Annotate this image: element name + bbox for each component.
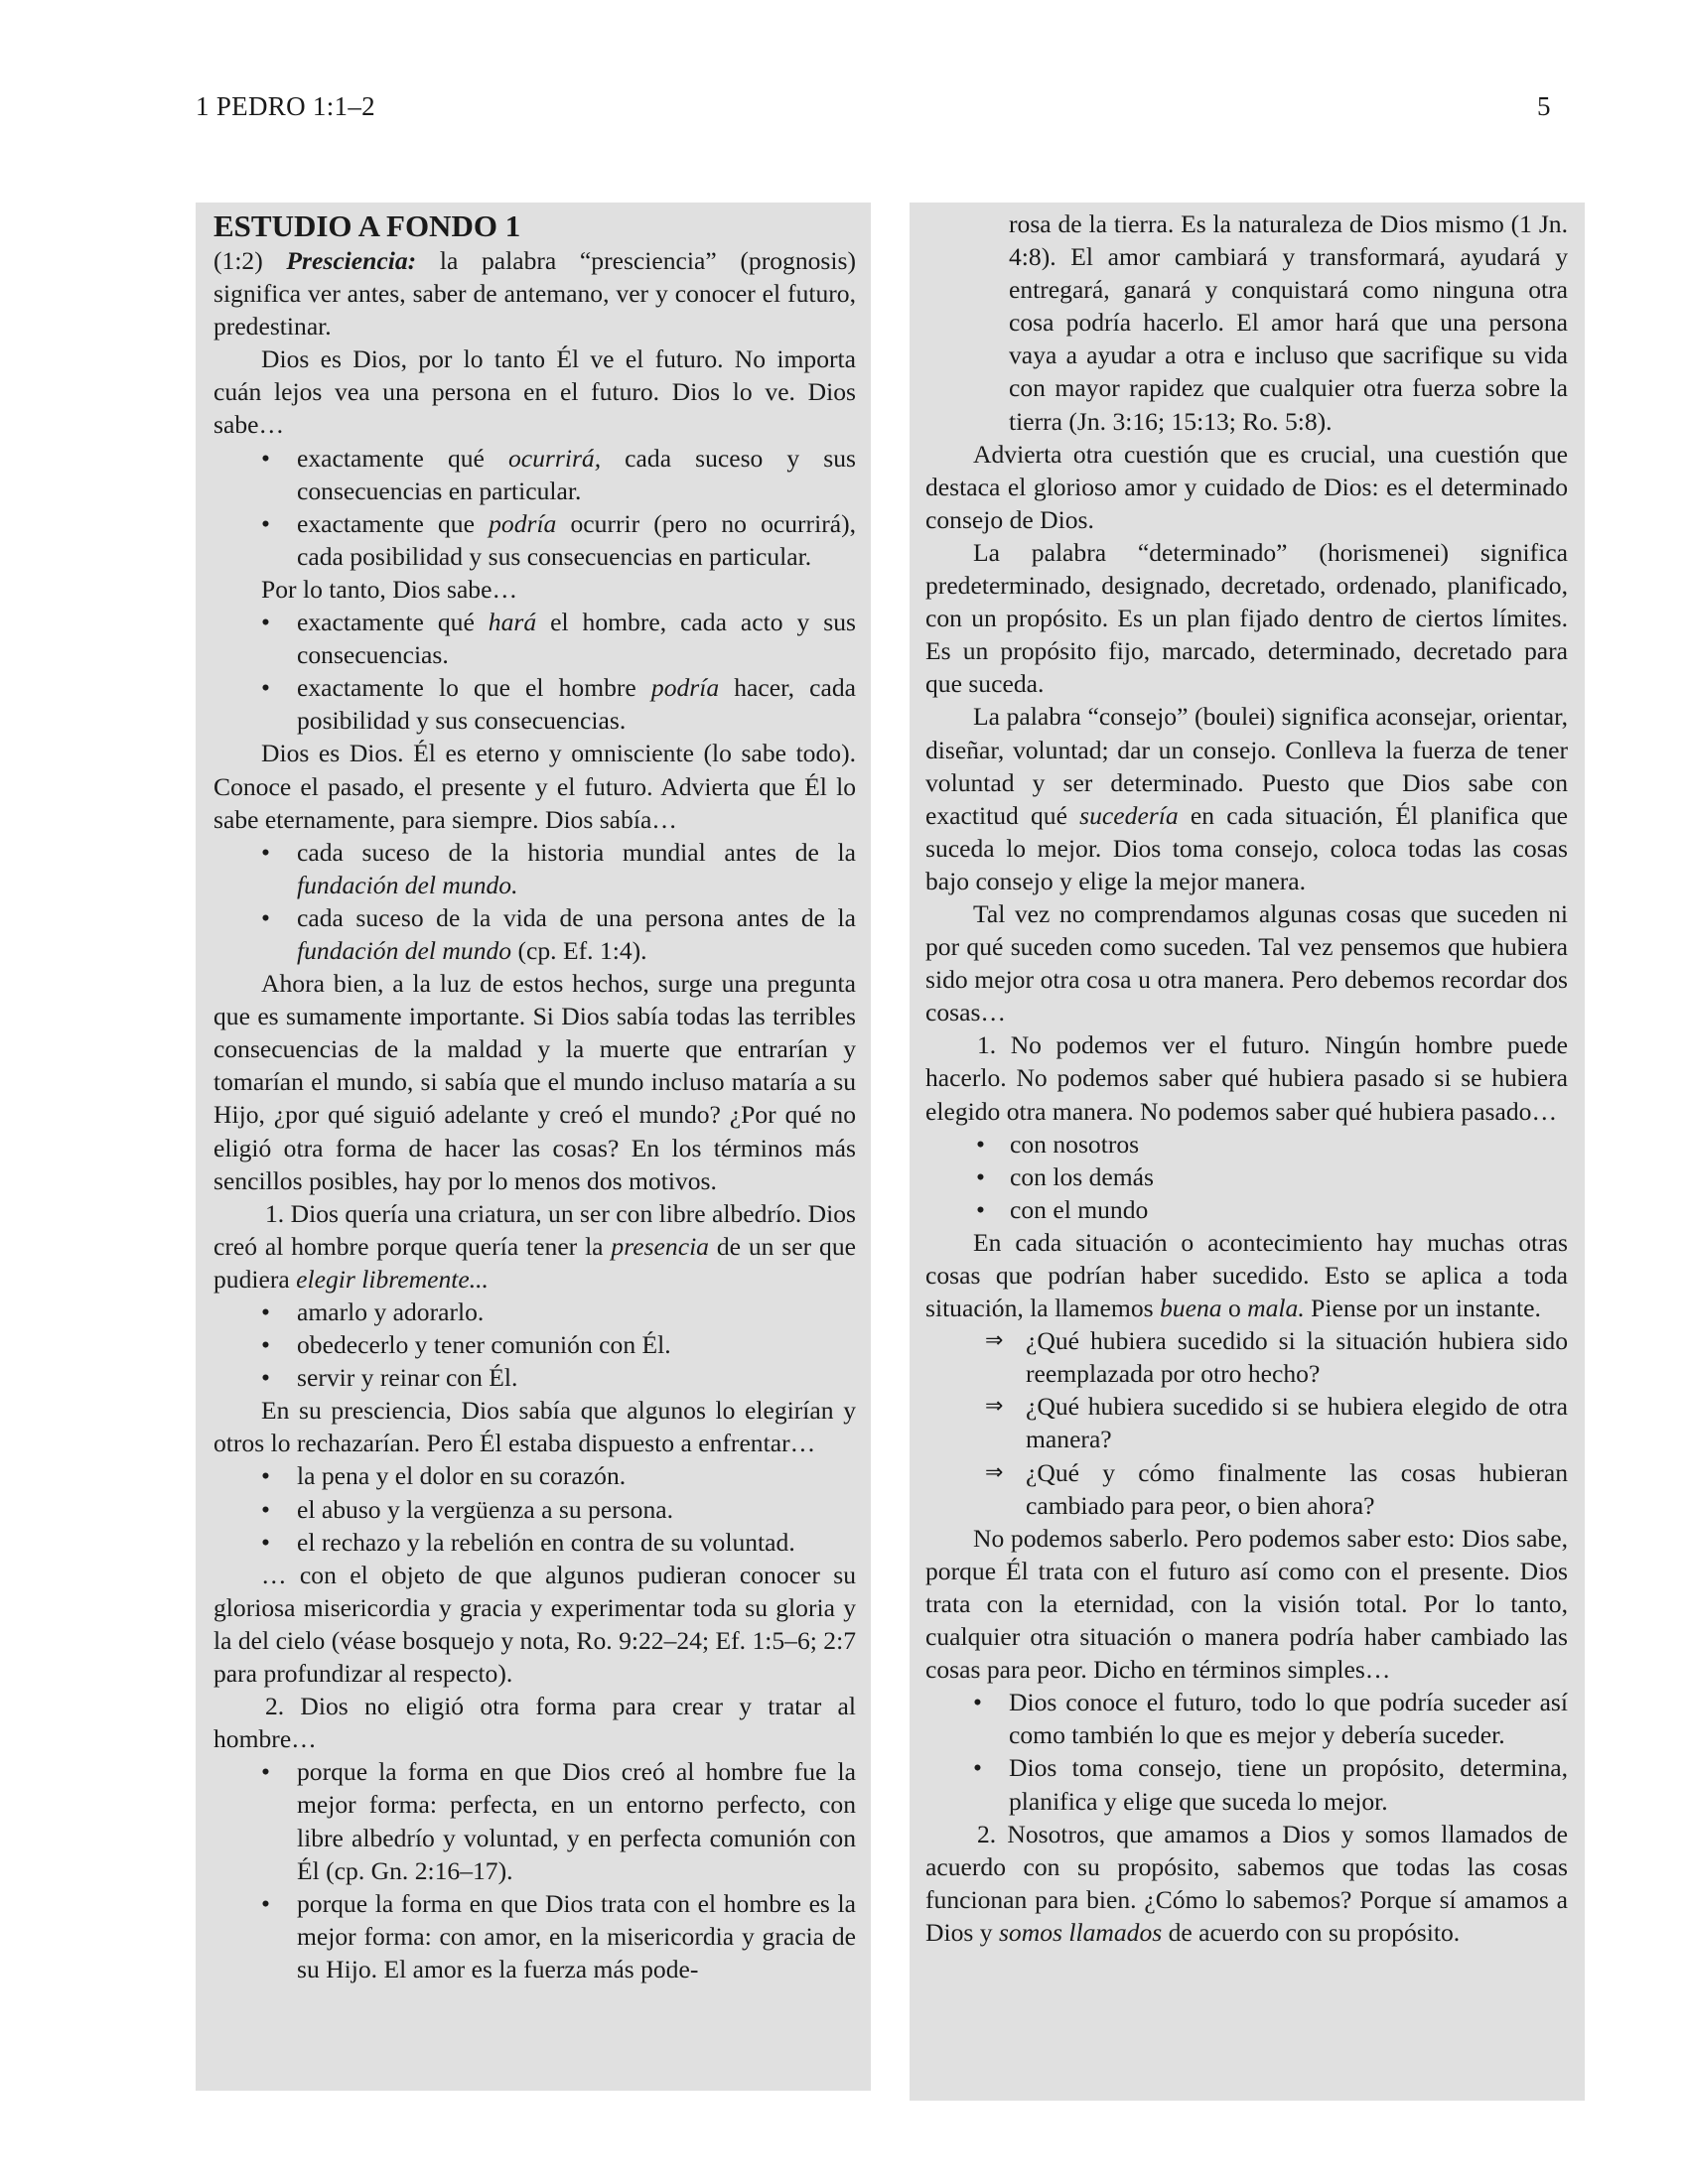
bullet-icon: • — [261, 1494, 270, 1524]
bullet-icon: • — [976, 1161, 985, 1191]
study-heading: ESTUDIO A FONDO 1 — [213, 208, 521, 243]
bullet-icon: • — [261, 673, 270, 703]
list-item: • amarlo y adorarlo. — [213, 1296, 856, 1328]
numbered-point: 2. Dios no eligió otra forma para crear y tratar al hombre… — [213, 1692, 856, 1754]
list-item: • con nosotros — [925, 1128, 1568, 1160]
list-item: • Dios toma consejo, tiene un propósito, determina, planifica y elige que suceda lo mejor. — [973, 1753, 1568, 1816]
study-box-left-column — [196, 203, 871, 2091]
list-item: • porque la forma en que Dios creó al hombre fue la mejor forma: perfecta, en un entorno perfecto, con libre albedrío y voluntad, y en perfecta comunión con Él (cp. Gn. 2:16–17). — [261, 1757, 856, 1885]
paragraph: En su presciencia, Dios sabía que algunos lo elegirían y otros lo rechazarían. Pero Él estaba dispuesto a enfrentar… — [213, 1396, 856, 1458]
numbered-point: 1. No podemos ver el futuro. Ningún hombre puede hacerlo. No podemos saber qué hubiera pasado si se hubiera elegido otra manera. No podemos saber qué hubiera pasado… — [925, 1030, 1568, 1126]
list-item: • servir y reinar con Él. — [213, 1361, 856, 1394]
bullet-icon: • — [261, 608, 270, 637]
list-item: • exactamente qué ocurrirá, cada suceso y sus consecuencias en particular. — [261, 443, 856, 505]
double-arrow-icon: ⇒ — [985, 1328, 1004, 1354]
list-item: • el abuso y la vergüenza a su persona. — [213, 1493, 856, 1526]
list-item: • exactamente qué hará el hombre, cada acto y sus consecuencias. — [261, 608, 856, 670]
list-item: • Dios conoce el futuro, todo lo que podría suceder así como también lo que es mejor y debería suceder. — [973, 1688, 1568, 1750]
paragraph: No podemos saberlo. Pero podemos saber esto: Dios sabe, porque Él trata con el futuro así como con el presente. Dios trata con la eternidad, con la visión total. Por lo tanto, cualquier otra situación o manera podría haber cambiado las cosas para peor. Dicho en términos simples… — [925, 1523, 1568, 1685]
numbered-point: 1. Dios quería una criatura, un ser con libre albedrío. Dios creó al hombre porque quería tener la presencia de un ser que pudiera elegir libremente... — [213, 1198, 857, 1294]
paragraph: La palabra “consejo” (boulei) significa aconsejar, orientar, diseñar, voluntad; dar un consejo. Conlleva la fuerza de tener voluntad y ser determinado. Puesto que Dios sabe con exactitud qué sucedería en cada situación, Él planifica que suceda lo mejor. Dios toma consejo, coloca todas las cosas bajo consejo y elige la mejor manera. — [925, 702, 1568, 895]
bullet-icon: • — [261, 902, 270, 932]
list-item: • exactamente lo que el hombre podría hacer, cada posibilidad y sus consecuencias. — [261, 673, 856, 736]
bullet-icon: • — [261, 443, 270, 473]
double-arrow-icon: ⇒ — [985, 1459, 1004, 1485]
bullet-icon: • — [261, 508, 270, 538]
numbered-point: 2. Nosotros, que amamos a Dios y somos llamados de acuerdo con su propósito, sabemos que todas las cosas funcionan para bien. ¿Cómo lo sabemos? Porque sí amamos a Dios y somos llamados de acuerdo con su propósito. — [925, 1819, 1568, 1947]
arrow-item: ⇒ ¿Qué hubiera sucedido si se hubiera elegido de otra manera? — [985, 1392, 1568, 1454]
paragraph: Por lo tanto, Dios sabe… — [261, 574, 518, 604]
list-item: • con los demás — [925, 1160, 1568, 1193]
list-item: • con el mundo — [925, 1193, 1568, 1226]
bullet-icon: • — [261, 1297, 270, 1326]
bullet-icon: • — [973, 1688, 982, 1717]
continued-bullet-text: rosa de la tierra. Es la naturaleza de Dios mismo (1 Jn. 4:8). El amor cambiará y transformará, ayudará y entregará, ganará y conquistará como ninguna otra cosa podría hacerlo. El amor hará que una persona vaya a ayudar a otra e incluso que sacrifique su vida con mayor rapidez que cualquier otra fuerza sobre la tierra (Jn. 3:16; 15:13; Ro. 5:8). — [1009, 209, 1568, 436]
bullet-icon: • — [261, 1461, 270, 1491]
bullet-icon: • — [261, 1888, 270, 1918]
list-item: • exactamente que podría ocurrir (pero no ocurrirá), cada posibilidad y sus consecuencias en particular. — [261, 508, 856, 571]
arrow-item: ⇒ ¿Qué y cómo finalmente las cosas hubieran cambiado para peor, o bien ahora? — [985, 1457, 1568, 1520]
list-item: • cada suceso de la vida de una persona antes de la fundación del mundo (cp. Ef. 1:4). — [261, 902, 856, 965]
paragraph: Dios es Dios. Él es eterno y omnisciente (lo sabe todo). Conoce el pasado, el presente y el futuro. Advierta que Él lo sabe eternamente, para siempre. Dios sabía… — [213, 739, 856, 834]
running-title: 1 PEDRO 1:1–2 — [196, 91, 375, 121]
bullet-icon: • — [973, 1753, 982, 1783]
bullet-icon: • — [976, 1129, 985, 1159]
list-item: • obedecerlo y tener comunión con Él. — [213, 1328, 856, 1361]
bullet-icon: • — [261, 1330, 270, 1360]
paragraph: Ahora bien, a la luz de estos hechos, surge una pregunta que es sumamente importante. Si Dios sabía todas las terribles consecuencias de la maldad y la muerte que entrarían y tomarían el mundo, si sabía que el mundo incluso mataría a su Hijo, ¿por qué siguió adelante y creó el mundo? ¿Por qué no eligió otra forma de hacer las cosas? En los términos más sencillos posibles, hay por lo menos dos motivos. — [213, 969, 856, 1195]
list-item: • la pena y el dolor en su corazón. — [213, 1459, 856, 1492]
arrow-item: ⇒ ¿Qué hubiera sucedido si la situación hubiera sido reemplazada por otro hecho? — [985, 1326, 1568, 1389]
list-item: • cada suceso de la historia mundial antes de la fundación del mundo. — [261, 837, 856, 899]
paragraph: Tal vez no comprendamos algunas cosas que suceden ni por qué suceden como suceden. Tal vez pensemos que hubiera sido mejor otra cosa u otra manera. Pero debemos recordar dos cosas… — [925, 898, 1568, 1027]
paragraph: La palabra “determinado” (horismenei) significa predeterminado, designado, decretado, ordenado, planificado, con un propósito. Es un plan fijado dentro de ciertos límites. Es un propósito fijo, marcado, determinado, decretado para que suceda. — [925, 537, 1568, 699]
bullet-icon: • — [261, 1363, 270, 1393]
bullet-icon: • — [261, 1757, 270, 1787]
paragraph: Dios es Dios, por lo tanto Él ve el futuro. No importa cuán lejos vea una persona en el futuro. Dios lo ve. Dios sabe… — [213, 344, 856, 440]
bullet-icon: • — [261, 837, 270, 867]
double-arrow-icon: ⇒ — [985, 1394, 1004, 1420]
list-item: • el rechazo y la rebelión en contra de su voluntad. — [213, 1526, 856, 1559]
paragraph: En cada situación o acontecimiento hay muchas otras cosas que podrían haber sucedido. Esto se aplica a toda situación, la llamemos buena o mala. Piense por un instante. — [925, 1227, 1568, 1323]
list-item: • porque la forma en que Dios trata con el hombre es la mejor forma: con amor, en la misericordia y gracia de su Hijo. El amor es la fuerza más pode- — [261, 1888, 856, 1983]
intro-paragraph: (1:2) Presciencia: la palabra “presciencia” (prognosis) significa ver antes, saber de antemano, ver y conocer el futuro, predestinar. — [213, 246, 856, 341]
study-box-right-column — [910, 203, 1585, 2101]
paragraph: … con el objeto de que algunos pudieran conocer su gloriosa misericordia y gracia y experimentar toda su gloria y la del cielo (véase bosquejo y nota, Ro. 9:22–24; Ef. 1:5–6; 2:7 para profundizar al respecto). — [213, 1560, 856, 1689]
page-number: 5 — [1537, 91, 1551, 121]
term-presciencia: Presciencia: — [286, 246, 417, 275]
paragraph: Advierta otra cuestión que es crucial, una cuestión que destaca el glorioso amor y cuidado de Dios: es el determinado consejo de Dios. — [925, 439, 1568, 534]
bullet-icon: • — [976, 1194, 985, 1224]
bullet-icon: • — [261, 1527, 270, 1557]
